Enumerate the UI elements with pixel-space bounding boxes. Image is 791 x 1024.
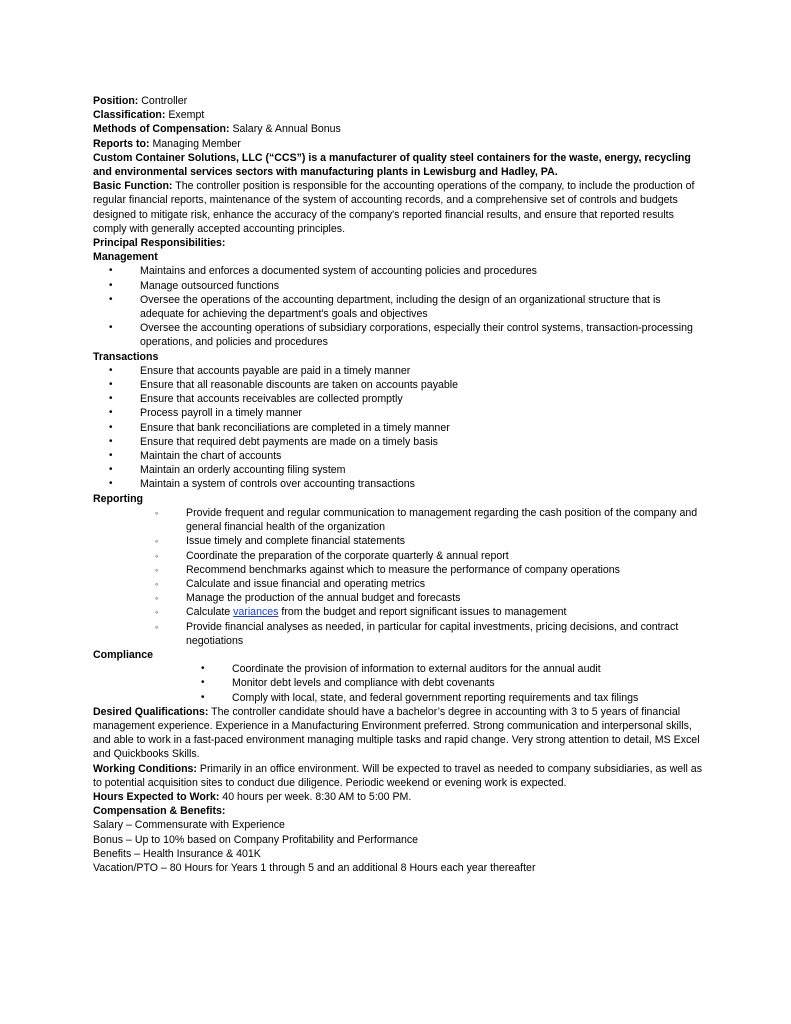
benefit-line: Bonus – Up to 10% based on Company Profitability and Performance bbox=[93, 833, 419, 846]
working-conditions bbox=[93, 762, 703, 790]
list-item: ◦ Provide frequent and regular communication to management regarding the cash position of the company and general financial health of the organization bbox=[186, 506, 703, 534]
list-item: • Maintain the chart of accounts bbox=[140, 449, 703, 463]
benefit-line: Salary – Commensurate with Experience bbox=[93, 819, 285, 832]
list-item: • Manage outsourced functions bbox=[140, 279, 703, 293]
list-item: ◦ Manage the production of the annual budget and forecasts bbox=[186, 591, 703, 605]
classification-label: Classification: bbox=[93, 109, 166, 122]
benefits-heading: Compensation & Benefits: bbox=[93, 805, 226, 818]
desired-qualifications-label: Desired Qualifications: bbox=[93, 705, 209, 718]
reports-to-value: Managing Member bbox=[149, 137, 241, 150]
list-item: ◦ Provide financial analyses as needed, in particular for capital investments, pricing decisions, and contract negotiations bbox=[186, 620, 703, 648]
benefit-line: Benefits – Health Insurance & 401K bbox=[93, 847, 261, 860]
classification-line bbox=[93, 108, 703, 122]
job-description bbox=[93, 94, 703, 875]
classification-value: Exempt bbox=[165, 109, 205, 122]
list-item: • Oversee the operations of the accounting department, including the design of an organizational structure that is adequate for achieving the department's goals and objectives bbox=[140, 293, 703, 321]
basic-function bbox=[93, 179, 703, 236]
list-item: • Ensure that all reasonable discounts are taken on accounts payable bbox=[140, 378, 703, 392]
position-line bbox=[93, 94, 703, 108]
list-item: • Maintain a system of controls over accounting transactions bbox=[140, 477, 703, 491]
position-label: Position: bbox=[93, 95, 139, 107]
working-conditions-text: Primarily in an office environment. Will be expected to travel as needed to company subsidiaries, as well as to potential acquisition sites to conduct due diligence. Periodic weekend or evening work is expected. bbox=[93, 762, 702, 789]
reports-to-label: Reports to: bbox=[93, 137, 150, 150]
management-list bbox=[93, 264, 703, 349]
list-item: ◦ Coordinate the preparation of the corporate quarterly & annual report bbox=[186, 549, 703, 563]
compliance-heading: Compliance bbox=[93, 648, 154, 661]
list-item: • Ensure that required debt payments are made on a timely basis bbox=[140, 435, 703, 449]
hours-label: Hours Expected to Work: bbox=[93, 790, 220, 803]
desired-qualifications-text: The controller candidate should have a bachelor’s degree in accounting with 3 to 5 years of financial management experience. Experience in a Manufacturing Environment preferred. Strong communication and interpersonal skills, and able to work in a fast-paced environment managing multiple tasks and rapid change. Very strong attention to detail, MS Excel and Quickbooks Skills. bbox=[93, 705, 700, 761]
list-item: • Ensure that accounts payable are paid in a timely manner bbox=[140, 364, 703, 378]
transactions-list bbox=[93, 364, 703, 492]
compensation-methods-label: Methods of Compensation: bbox=[93, 123, 230, 136]
list-item: • Ensure that accounts receivables are collected promptly bbox=[140, 392, 703, 406]
hours-value: 40 hours per week. 8:30 AM to 5:00 PM. bbox=[219, 790, 412, 803]
list-item-variances bbox=[186, 605, 703, 619]
hours-line bbox=[93, 790, 703, 804]
company-statement: Custom Container Solutions, LLC (“CCS”) is a manufacturer of quality steel containers for the waste, energy, recycling and environmental services sectors with manufacturing plants in Lewisburg and Hadley, PA. bbox=[93, 151, 691, 179]
list-item: • Process payroll in a timely manner bbox=[140, 406, 703, 420]
principal-responsibilities-heading: Principal Responsibilities: bbox=[93, 237, 226, 250]
variances-before: Calculate bbox=[186, 606, 234, 619]
list-item: • Ensure that bank reconciliations are completed in a timely manner bbox=[140, 421, 703, 435]
list-item: • Coordinate the provision of information to external auditors for the annual audit bbox=[232, 662, 703, 676]
benefit-line: Vacation/PTO – 80 Hours for Years 1 through 5 and an additional 8 Hours each year thereafter bbox=[93, 861, 536, 874]
list-item: • Comply with local, state, and federal government reporting requirements and tax filings bbox=[232, 691, 703, 705]
compensation-methods-value: Salary & Annual Bonus bbox=[229, 123, 341, 136]
list-item: ◦ Issue timely and complete financial statements bbox=[186, 534, 703, 548]
position-value: Controller bbox=[138, 95, 188, 107]
basic-function-label: Basic Function: bbox=[93, 180, 173, 193]
list-item: • Maintains and enforces a documented system of accounting policies and procedures bbox=[140, 264, 703, 278]
variances-link[interactable]: variances bbox=[233, 606, 279, 619]
variances-after: from the budget and report significant issues to management bbox=[278, 606, 567, 619]
list-item: • Monitor debt levels and compliance with debt covenants bbox=[232, 676, 703, 690]
management-heading: Management bbox=[93, 251, 158, 264]
list-item: ◦ Recommend benchmarks against which to measure the performance of company operations bbox=[186, 563, 703, 577]
list-item: • Oversee the accounting operations of subsidiary corporations, especially their control systems, transaction-processing operations, and policies and procedures bbox=[140, 321, 703, 349]
working-conditions-label: Working Conditions: bbox=[93, 762, 197, 775]
compensation-methods-line bbox=[93, 122, 703, 136]
reporting-heading: Reporting bbox=[93, 492, 144, 505]
reports-to-line bbox=[93, 137, 703, 151]
desired-qualifications bbox=[93, 705, 703, 762]
basic-function-text: The controller position is responsible for the accounting operations of the company, to include the production of regular financial reports, maintenance of the system of accounting records, and a comprehensive set of controls and budgets designed to mitigate risk, enhance the accuracy of the company's reported financial results, and ensure that reported results comply with generally accepted accounting principles. bbox=[93, 180, 695, 235]
transactions-heading: Transactions bbox=[93, 350, 159, 363]
list-item: • Maintain an orderly accounting filing system bbox=[140, 463, 703, 477]
reporting-list bbox=[93, 506, 703, 648]
compliance-list bbox=[93, 662, 703, 705]
list-item: ◦ Calculate and issue financial and operating metrics bbox=[186, 577, 703, 591]
